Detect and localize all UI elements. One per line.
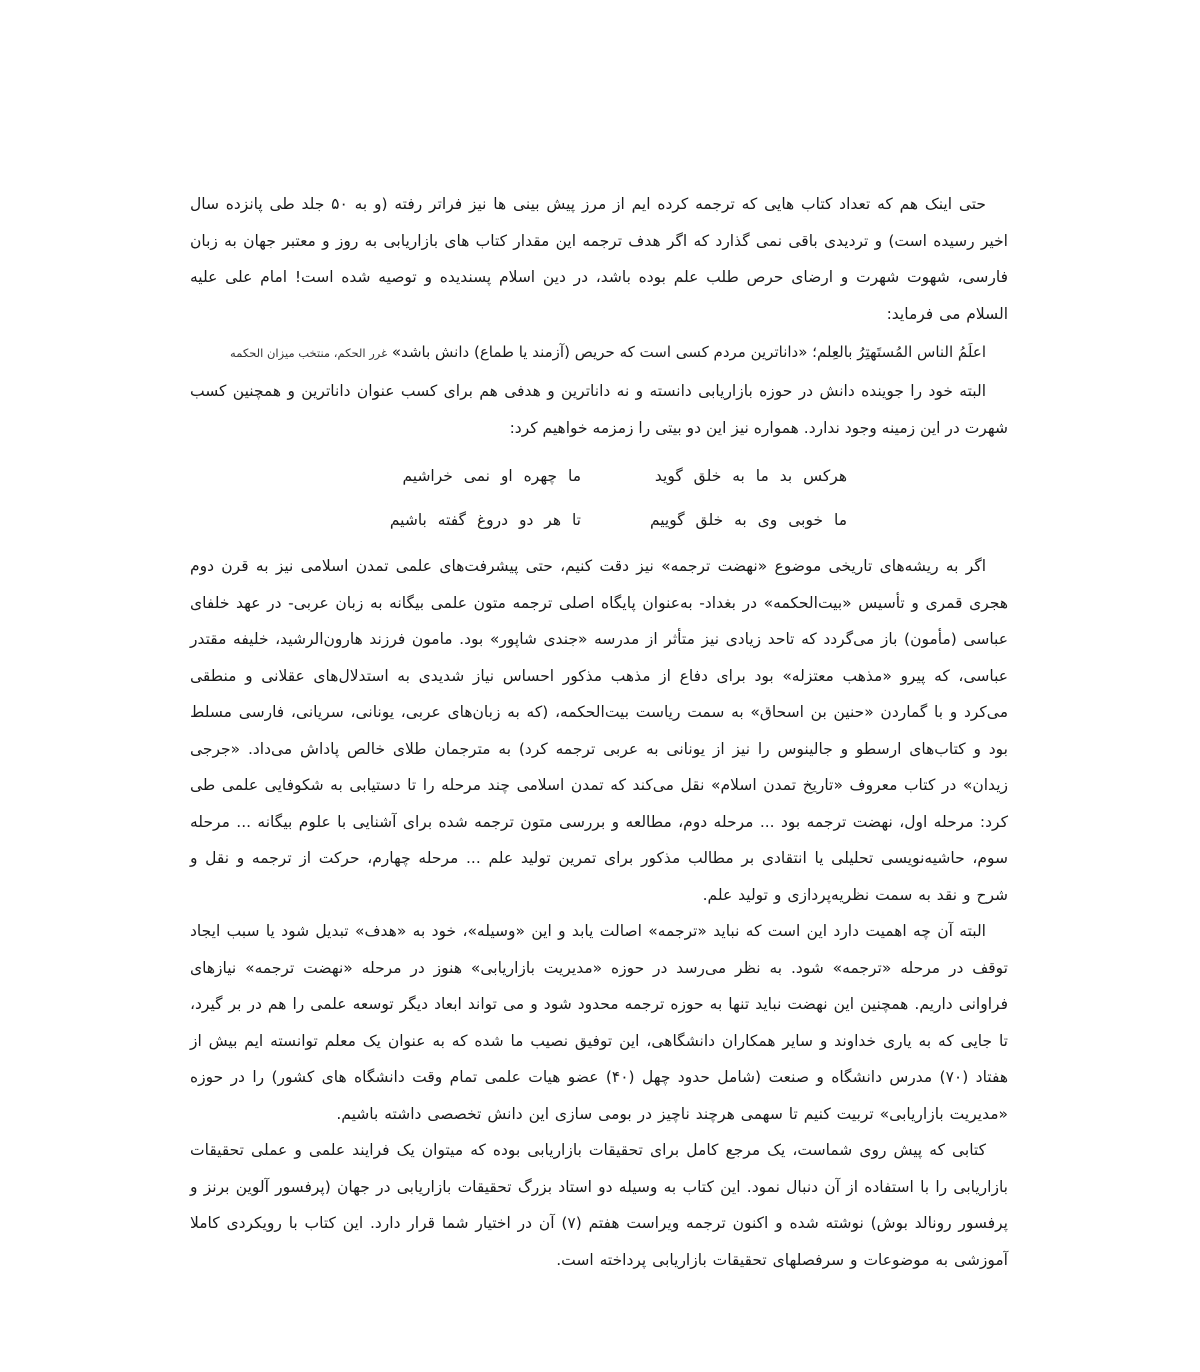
paragraph-translation-importance: البته آن چه اهمیت دارد این است که نباید «ترجمه» اصالت یابد و این «وسیله»، خود به «هدف» تبدیل شود یا سبب ایجاد توقف در مرحله «ترجمه» شود. به نظر می‌رسد در حوزه «مدیریت بازاریابی» هنوز در مرحله «نهضت ترجمه» نیازهای فراوانی داریم. همچنین این نهضت نباید تنها به حوزه ترجمه محدود شود و می تواند ابعاد دیگر توسعه علمی را هم در بر گیرد، تا جایی که به یاری خداوند و سایر همکاران دانشگاهی، این توفیق نصیب ما شده که به عنوان یک معلم توانسته ایم بیش از هفتاد (۷۰) مدرس دانشگاه و صنعت (شامل حدود چهل (۴۰) عضو هیات علمی تمام وقت دانشگاه های کشور) را در حوزه «مدیریت بازاریابی» تربیت کنیم تا سهمی هرچند ناچیز در بومی سازی این دانش تخصصی داشته باشیم. [190, 922, 1009, 1123]
poem-line-2-second-hemistich: تا هر دو دروغ گفته باشیم [389, 511, 581, 529]
poem-line-2-first-hemistich: ما خوبی وی به خلق گوییم [649, 511, 847, 529]
hadith-quote [190, 332, 1008, 373]
poem-couplet [190, 454, 1008, 542]
poem-line-1-first-hemistich: هرکس بد ما به خلق گوید [654, 467, 847, 485]
hadith-quote-source: غرر الحکم، منتخب میزان الحکمه [230, 346, 388, 360]
paragraph-book-introduction: کتابی که پیش روی شماست، یک مرجع کامل برای تحقیقات بازاریابی بوده که میتوان یک فرایند علمی و عملی تحقیقات بازاریابی را با استفاده از آن دنبال نمود. این کتاب به وسیله دو استاد بزرگ تحقیقات بازاریابی در جهان (پرفسور آلوین برنز و پرفسور رونالد بوش) نوشته شده و اکنون ترجمه ویراست هفتم (۷) آن در اختیار شما قرار دارد. این کتاب با رویکردی کاملا آموزشی به موضوعات و سرفصلهای تحقیقات بازاریابی پرداخته است. [190, 1141, 1008, 1269]
document-page [190, 186, 1008, 1278]
poem-line-1 [190, 454, 1008, 498]
paragraph-translation-movement-history: اگر به ریشه‌های تاریخی موضوع «نهضت ترجمه» نیز دقت کنیم، حتی پیشرفت‌های علمی تمدن اسلامی نیز به قرن دوم هجری قمری و تأسیس «بیت‌الحکمه» در بغداد- به‌عنوان پایگاه اصلی ترجمه متون علمی بیگانه به زبان عربی- در عهد خلفای عباسی (مأمون) باز می‌گردد که تاحد زیادی نیز متأثر از مدرسه «جندی شاپور» بود. مامون فرزند هارون‌الرشید، خلیفه مقتدر عباسی، که پیرو «مذهب معتزله» بود برای دفاع از مذهب مذکور احساس نیاز شدیدی به استدلال‌های عقلانی و منطقی می‌کرد و با گماردن «حنین بن اسحاق» به سمت ریاست بیت‌الحکمه، (که به زبان‌های عربی، یونانی، سریانی، فارسی مسلط بود و کتاب‌های ارسطو و جالینوس را نیز از یونانی به عربی ترجمه کرد) به مترجمان طلای خالص پاداش می‌داد. «جرجی زیدان» در کتاب معروف «تاریخ تمدن اسلام» نقل می‌کند که تمدن اسلامی چند مرحله را تا دستیابی به شکوفایی علمی طی کرد: مرحله اول، نهضت ترجمه بود ... مرحله دوم، مطالعه و بررسی متون ترجمه شده برای آشنایی با علوم بیگانه ... مرحله سوم، حاشیه‌نویسی تحلیلی یا انتقادی بر مطالب مذکور برای تمرین تولید علم ... مرحله چهارم، حرکت از ترجمه و نقل و شرح و نقد به سمت نظریه‌پردازی و تولید علم. [190, 557, 1008, 904]
poem-line-2 [190, 498, 1008, 542]
paragraph-translation-count: حتی اینک هم که تعداد کتاب هایی که ترجمه کرده ایم از مرز پیش بینی ها نیز فراتر رفته (و به ۵۰ جلد طی پانزده سال اخیر رسیده است) و تردیدی باقی نمی گذارد که اگر هدف ترجمه این مقدار کتاب های بازاریابی به روز و معتبر جهان به زبان فارسی، شهوت شهرت و ارضای حرص طلب علم بوده باشد، در دین اسلام پسندیده و توصیه شده است! امام علی علیه السلام می فرماید: [190, 195, 1008, 323]
paragraph-seeker-of-knowledge: البته خود را جوینده دانش در حوزه بازاریابی دانسته و نه داناترین و هدفی هم برای کسب عنوان داناترین و همچنین کسب شهرت در این زمینه وجود ندارد. همواره نیز این دو بیتی را زمزمه خواهیم کرد: [190, 382, 1008, 437]
hadith-quote-text: اعلَمُ الناس المُستَهتِرُ بالعِلم؛ «داناترین مردم کسی است که حریص (آزمند یا طماع) دانش باشد» [391, 343, 986, 361]
poem-line-1-second-hemistich: ما چهره او نمی خراشیم [402, 467, 581, 485]
